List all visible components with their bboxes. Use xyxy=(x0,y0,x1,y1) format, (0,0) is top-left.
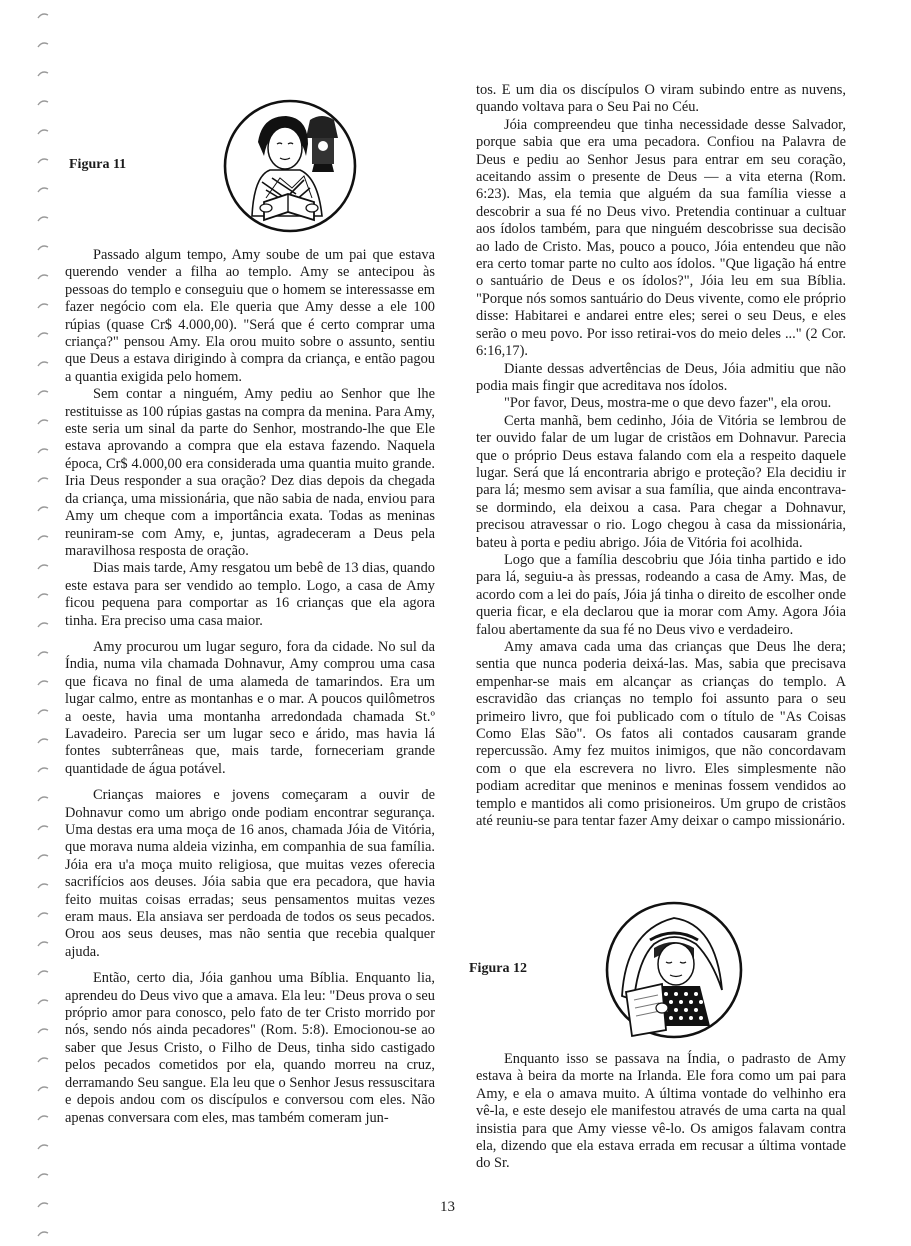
binding-hole-mark xyxy=(38,884,48,888)
paragraph: Amy procurou um lugar seguro, fora da cidade. No sul da Índia, numa vila chamada Dohnavur, Amy comprou uma casa que ficava no final de uma alameda de tamarindos. Era um lugar calmo, entre as montanhas e o mar. A poucos quilômetros a oeste, havia uma montanha arredondada chamada St.º Lavadeiro. Parecia ser um lugar seco e árido, mas havia lá fontes subterrâneas que, mais tarde, forneceriam grande quantidade de água potável. xyxy=(65,638,435,777)
figure-12-label: Figura 12 xyxy=(469,961,527,976)
paragraph: "Por favor, Deus, mostra-me o que devo fazer", ela orou. xyxy=(504,395,832,412)
figure-12-illustration xyxy=(604,900,744,1040)
binding-hole-mark xyxy=(38,1174,48,1178)
binding-hole-mark xyxy=(38,449,48,453)
page-number: 13 xyxy=(440,1199,455,1215)
binding-hole-mark xyxy=(38,1232,48,1236)
binding-hole-mark xyxy=(38,507,48,511)
binding-hole-mark xyxy=(38,246,48,250)
binding-hole-mark xyxy=(38,159,48,163)
paragraph: Dias mais tarde, Amy resgatou um bebê de 13 dias, quando este estava para ser vendido ao templo. Logo, a casa de Amy ficou pequena para comportar as 16 crianças que ela agora tinha. Era preciso uma casa maior. xyxy=(65,560,435,629)
paragraph: Crianças maiores e jovens começaram a ouvir de Dohnavur como um abrigo onde podiam encontrar segurança. Uma destas era uma moça de 16 anos, chamada Jóia de Vitória, que morava numa aldeia vizinha, em companhia de sua família. Jóia era u'a moça muito religiosa, que muitas vezes oferecia sacrifícios aos deuses. Jóia sabia que era pecadora, que havia feito muitas coisas erradas; seus pensamentos muitas vezes eram maus. Ela ansiava ser perdoada de todos os seus pecados. Orou aos seus deuses, mas não sentia que recebia qualquer ajuda. xyxy=(65,787,435,960)
binding-hole-mark xyxy=(38,1087,48,1091)
binding-hole-mark xyxy=(38,942,48,946)
binding-hole-mark xyxy=(38,188,48,192)
binding-hole-mark xyxy=(38,710,48,714)
binding-hole-mark xyxy=(38,420,48,424)
paragraph: Passado algum tempo, Amy soube de um pai que estava querendo vender a filha ao templo. Amy se antecipou às pessoas do templo e conseguiu que o homem se interessasse em fazer negócio com ela. Ele queria que Amy desse a ele 100 rúpias (quase Cr$ 4.000,00). "Será que é certo comprar uma criança?" pensou Amy. Ela orou muito sobre o assunto, sentiu que Deus a estava dirigindo à compra da criança, e então pagou a quantia exigida pelo homem. xyxy=(65,247,435,385)
binding-hole-mark xyxy=(38,1000,48,1004)
figure-11-illustration xyxy=(222,98,358,234)
binding-hole-mark xyxy=(38,391,48,395)
right-column-top xyxy=(476,82,846,830)
binding-hole-mark xyxy=(38,1058,48,1062)
binding-hole-mark xyxy=(38,565,48,569)
binding-hole-mark xyxy=(38,594,48,598)
binding-hole-mark xyxy=(38,1203,48,1207)
left-column xyxy=(65,247,435,1127)
binding-marks xyxy=(0,0,50,1246)
binding-hole-mark xyxy=(38,623,48,627)
binding-hole-mark xyxy=(38,739,48,743)
binding-hole-mark xyxy=(38,1029,48,1033)
paragraph: Jóia compreendeu que tinha necessidade desse Salvador, porque sabia que era uma pecadora. Confiou na Palavra de Deus e pediu ao Senhor Jesus para entrar em seu coração, aceitando assim o presente de Deus — a vita eterna (Rom. 6:23). Mas, ela temia que alguém da sua família viesse a descobrir a sua fé no Deus vivo. Pretendia continuar a cultuar aos ídolos também, para que ninguém descobrisse sua decisão ao lado de Cristo. Mas, pouco a pouco, Jóia entendeu que não era certo tomar parte no culto aos ídolos. "Que ligação há entre o santuário de Deus e os ídolos?", Jóia leu em sua Bíblia. "Porque nós somos santuário do Deus vivente, como ele próprio disse: Habitarei e andarei entre eles; serei o seu Deus, e eles serão o meu povo. Por isso retirai-vos do meio deles ..." (2 Cor. 6:16,17). xyxy=(476,116,846,360)
binding-hole-mark xyxy=(38,768,48,772)
binding-hole-mark xyxy=(38,855,48,859)
binding-hole-mark xyxy=(38,913,48,917)
paragraph: Amy amava cada uma das crianças que Deus lhe dera; sentia que nunca poderia deixá-las. Mas, sabia que precisava empenhar-se mais em alcançar as crianças do templo. A escravidão das crianças no templo foi assunto para o seu primeiro livro, que foi publicado com o título de "As Coisas Como Elas São". Os fatos ali contados causaram grande repercussão. Amy fez muitos inimigos, que não concordavam com o que ela escrevera no livro. Eles simplesmente não podiam acreditar que meninos e meninas fossem vendidos ao templo e mantidos ali como prisioneiros. Um grupo de cristãos até reuniu-se para tentar fazer Amy deixar o campo missionário. xyxy=(476,639,846,830)
binding-hole-mark xyxy=(38,217,48,221)
figure-11-label: Figura 11 xyxy=(69,157,127,172)
binding-hole-mark xyxy=(38,797,48,801)
binding-hole-mark xyxy=(38,72,48,76)
binding-hole-mark xyxy=(38,971,48,975)
binding-hole-mark xyxy=(38,333,48,337)
binding-hole-mark xyxy=(38,130,48,134)
paragraph: Diante dessas advertências de Deus, Jóia admitiu que não podia mais fingir que acreditava nos ídolos. xyxy=(476,360,846,394)
paragraph: tos. E um dia os discípulos O viram subindo entre as nuvens, quando voltava para o Seu Pai no Céu. xyxy=(476,82,846,116)
binding-hole-mark xyxy=(38,362,48,366)
binding-hole-mark xyxy=(38,478,48,482)
right-column-bottom xyxy=(476,1051,846,1173)
paragraph: Enquanto isso se passava na Índia, o padrasto de Amy estava à beira da morte na Irlanda. Ele fora como um pai para Amy, e ela o amava muito. A última vontade do velhinho era vê-la, e este desejo ele manifestou através de uma carta na qual insistia para que Amy viesse vê-lo. Os amigos falavam contra ela, dizendo que ela estava errada em recusar a última vontade do Sr. xyxy=(476,1051,846,1172)
binding-hole-mark xyxy=(38,536,48,540)
binding-hole-mark xyxy=(38,101,48,105)
binding-hole-mark xyxy=(38,43,48,47)
binding-hole-mark xyxy=(38,275,48,279)
binding-hole-mark xyxy=(38,652,48,656)
binding-hole-mark xyxy=(38,14,48,18)
binding-hole-mark xyxy=(38,1116,48,1120)
binding-hole-mark xyxy=(38,304,48,308)
paragraph: Certa manhã, bem cedinho, Jóia de Vitória se lembrou de ter ouvido falar de um lugar de cristãos em Dohnavur. Parecia que o próprio Deus estava falando com ela a respeito daquele lugar. Será que lá encontraria abrigo e proteção? Ela decidiu ir para lá; mesmo sem avisar a sua família, que ainda encontrava-se dormindo, ela deixou a casa. Para chegar a Dohnavur, precisou atravessar o rio. Logo chegou à casa da missionária, bateu à porta e pediu abrigo. Jóia de Vitória foi acolhida. xyxy=(476,412,846,551)
binding-hole-mark xyxy=(38,826,48,830)
binding-hole-mark xyxy=(38,681,48,685)
paragraph: Sem contar a ninguém, Amy pediu ao Senhor que lhe restituisse as 100 rúpias gastas na compra da menina. Para Amy, este seria um sinal da parte do Senhor, mostrando-lhe que Ele estava aprovando a compra que ela estava fazendo. Naquela época, Cr$ 4.000,00 era considerada uma quantia muito grande. Iria Deus responder a sua oração? Dez dias depois da chegada da criança, uma missionária, que não sabia de nada, enviou para Amy um cheque com a importância exata. Todas as meninas reuniram-se com Amy, e, juntas, agradeceram a Deus pela maravilhosa resposta de oração. xyxy=(65,386,435,559)
paragraph: Então, certo dia, Jóia ganhou uma Bíblia. Enquanto lia, aprendeu do Deus vivo que a amava. Ela leu: "Deus prova o seu próprio amor para conosco, pelo fato de ter Cristo morrido por nós, sendo nós ainda pecadores" (Rom. 5:8). Emocionou-se ao saber que Jesus Cristo, o Filho de Deus, tinha sido castigado pelos pecados cometidos por ela, quando morreu na cruz, derramando Seu sangue. Ela leu que o Senhor Jesus ressuscitara e depois andou com os discípulos e conversou com eles. Não apenas conversara com eles, mas também comeram jun- xyxy=(65,970,435,1126)
binding-hole-mark xyxy=(38,1145,48,1149)
paragraph: Logo que a família descobriu que Jóia tinha partido e ido para lá, seguiu-a às pressas, rodeando a casa de Amy. Mas, de acordo com a lei do país, Jóia já tinha o direito de escolher onde queria ficar, e ela declarou que ia morar com Amy. Agora Jóia falou abertamente da sua fé no Deus vivo e verdadeiro. xyxy=(476,551,846,638)
